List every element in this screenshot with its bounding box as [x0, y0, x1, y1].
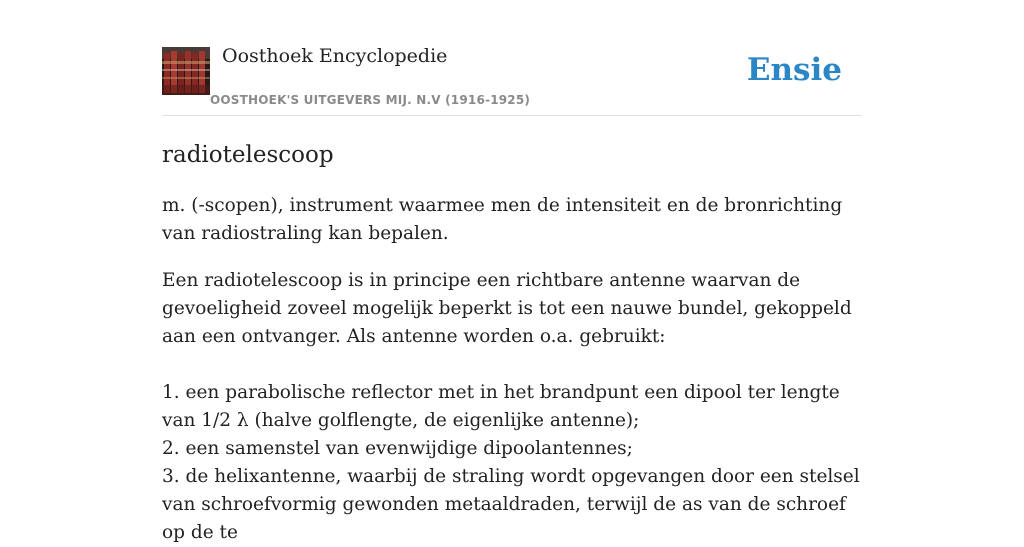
source-publisher: OOSTHOEK'S UITGEVERS MIJ. N.V (1916-1925)	[210, 93, 531, 107]
list-item: 2. een samenstel van evenwijdige dipoolantennes;	[162, 438, 633, 459]
article-title: radiotelescoop	[162, 142, 334, 168]
ensie-logo[interactable]: Ensie	[746, 52, 842, 88]
list-item: 1. een parabolische reflector met in het brandpunt een dipool ter lengte van 1/2 λ (halve golflengte, de eigenlijke antenne);	[162, 382, 840, 431]
bookshelf-icon	[162, 47, 210, 95]
article-paragraph: Een radiotelescoop is in principe een richtbare antenne waarvan de gevoeligheid zoveel mogelijk beperkt is tot een nauwe bundel, gekoppeld aan een ontvanger. Als antenne worden o.a. gebruikt:	[162, 270, 852, 347]
article-paragraph: m. (-scopen), instrument waarmee men de intensiteit en de bronrichting van radiostraling kan bepalen.	[162, 195, 843, 244]
article-body	[162, 192, 862, 547]
source-header	[162, 0, 862, 116]
source-avatar[interactable]	[162, 47, 210, 95]
source-name[interactable]: Oosthoek Encyclopedie	[222, 45, 448, 67]
article-container	[162, 0, 862, 547]
article-list	[162, 379, 862, 547]
list-item: 3. de helixantenne, waarbij de straling wordt opgevangen door een stelsel van schroefvormig gewonden metaaldraden, terwijl de as van de schroef op de te	[162, 466, 860, 543]
